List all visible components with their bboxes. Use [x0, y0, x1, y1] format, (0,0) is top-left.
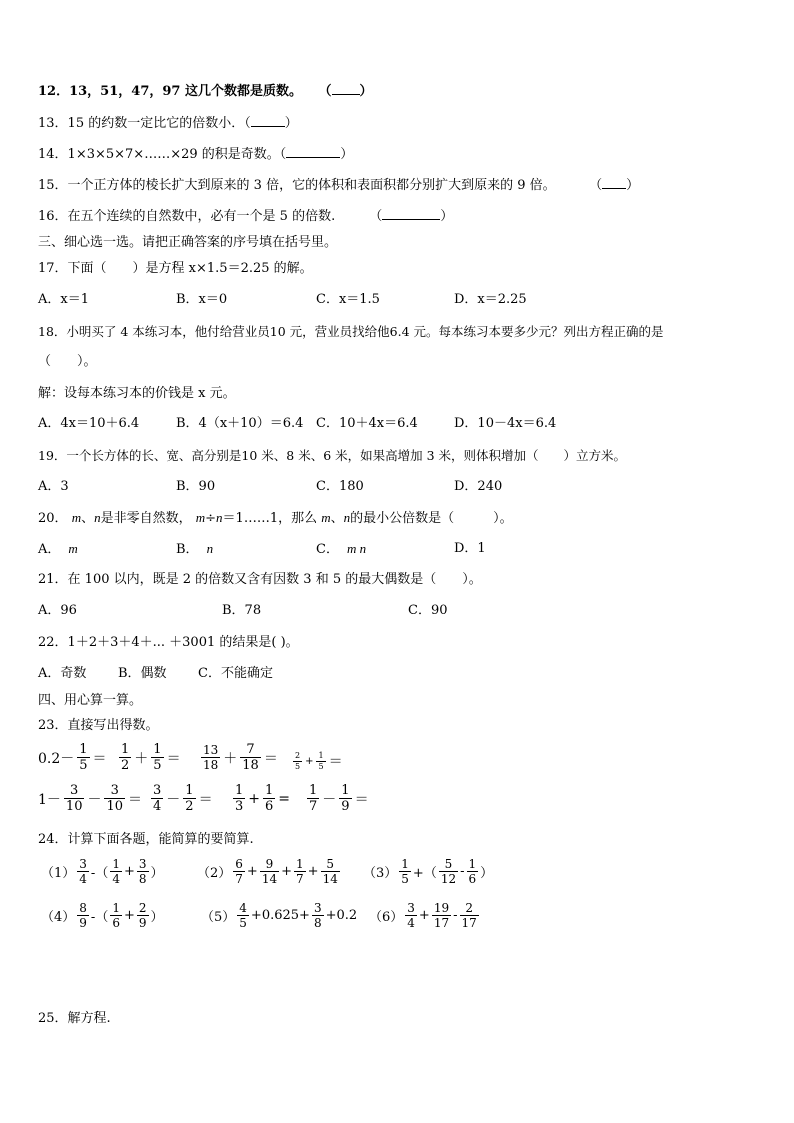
answer-blank-12[interactable] — [332, 82, 360, 95]
fraction: $\frac{1}{5}$ — [318, 750, 324, 771]
q17-option-b[interactable]: B．x＝0 — [176, 292, 228, 307]
q24-problem-2: （2） $\frac{6}{7}$ + $\frac{9}{14}$ + $\frac{1}{7}$ + $\frac{5}{14}$ — [197, 857, 338, 886]
answer-blank-15[interactable] — [602, 176, 626, 189]
fraction: $\frac{1}{5}$ — [401, 857, 409, 886]
fraction: $\frac{5}{14}$ — [322, 857, 338, 886]
section-4-heading: 四、用心算一算。 — [38, 693, 143, 708]
q24-problem-5: （5） $\frac{4}{5}$ +0.625+ $\frac{3}{8}$ +0.2 — [201, 901, 358, 930]
question-23: 23．直接写出得数。 — [38, 718, 159, 733]
question-18: 18．小明买了 4 本练习本，他付给营业员10 元，营业员找给他6.4 元。每本练习本要多少元？列出方程正确的是 — [38, 324, 664, 339]
fraction: $\frac{13}{18}$ — [203, 743, 219, 772]
q19-option-c[interactable]: C．180 — [316, 479, 364, 494]
fraction: $\frac{1}{6}$ — [468, 857, 477, 886]
fraction: $\frac{3}{8}$ — [313, 901, 322, 930]
q18-option-d[interactable]: D．10－4x＝6.4 — [454, 416, 557, 431]
question-22: 22．1＋2＋3＋4＋... ＋3001 的结果是( )。 — [38, 635, 299, 650]
q19-option-d[interactable]: D．240 — [454, 479, 503, 494]
fraction: $\frac{1}{6}$ — [265, 783, 274, 814]
question-14: 14．1×3×5×7×……×29 的积是奇数。（ ） — [38, 147, 354, 162]
fraction: $\frac{1}{5}$ — [153, 742, 162, 773]
fraction: $\frac{2}{17}$ — [461, 901, 477, 930]
fraction: $\frac{3}{10}$ — [65, 783, 83, 814]
q21-option-c[interactable]: C．90 — [408, 603, 448, 618]
q20-option-d[interactable]: D．1 — [454, 541, 486, 556]
fraction: $\frac{7}{18}$ — [242, 742, 259, 773]
q22-option-c[interactable]: C．不能确定 — [198, 666, 273, 681]
fraction: $\frac{3}{4}$ — [153, 783, 162, 814]
question-16: 16．在五个连续的自然数中，必有一个是 5 的倍数. （ ） — [38, 209, 454, 224]
question-18-hint: 解：设每本练习本的价钱是 x 元。 — [38, 386, 236, 401]
q18-option-c[interactable]: C．10＋4x＝6.4 — [316, 416, 418, 431]
q17-option-d[interactable]: D．x＝2.25 — [454, 292, 527, 307]
q23-expr-2: $\frac{1}{2}$ ＋ $\frac{1}{5}$ ＝ — [121, 742, 181, 773]
q23-expr-7: $\frac{1}{3}$ + $\frac{1}{6}$ = — [235, 783, 291, 814]
question-24: 24．计算下面各题，能简算的要简算. — [38, 832, 254, 847]
fraction: $\frac{3}{8}$ — [138, 857, 147, 886]
fraction: $\frac{6}{7}$ — [235, 857, 243, 886]
q21-option-a[interactable]: A．96 — [38, 603, 77, 618]
fraction: $\frac{1}{4}$ — [112, 857, 120, 886]
q24-problem-3: （3） $\frac{1}{5}$ +（ $\frac{5}{12}$ - $\frac{1}{6}$ ） — [363, 857, 494, 886]
question-21: 21．在 100 以内，既是 2 的倍数又含有因数 3 和 5 的最大偶数是（ ）。 — [38, 572, 482, 587]
q20-option-b[interactable]: B． n — [176, 541, 214, 557]
fraction: $\frac{1}{3}$ — [235, 783, 244, 814]
question-19: 19．一个长方体的长、宽、高分别是10 米、8 米、6 米，如果高增加 3 米，则体积增加（ ）立方米。 — [38, 448, 627, 463]
q23-expr-6: $\frac{3}{4}$ － $\frac{1}{2}$ ＝ — [153, 783, 213, 814]
q20-option-a[interactable]: A． m — [38, 541, 78, 557]
q20-option-c[interactable]: C． m n — [316, 541, 367, 557]
q23-expr-4: $\frac{2}{5}$ + $\frac{1}{5}$ ＝ — [295, 750, 343, 771]
section-3-heading: 三、细心选一选。请把正确答案的序号填在括号里。 — [38, 235, 338, 250]
q17-option-a[interactable]: A．x＝1 — [38, 292, 89, 307]
fraction: $\frac{5}{12}$ — [440, 857, 457, 886]
fraction: $\frac{1}{7}$ — [309, 783, 318, 814]
fraction: $\frac{1}{9}$ — [341, 783, 350, 814]
q22-option-a[interactable]: A．奇数 — [38, 666, 87, 681]
fraction: $\frac{3}{4}$ — [79, 857, 87, 886]
fraction: $\frac{9}{14}$ — [261, 857, 278, 886]
question-20: 20． m、n是非零自然数， m÷n＝1……1，那么 m、n的最小公倍数是（ ）。 — [38, 510, 513, 526]
fraction: $\frac{3}{10}$ — [106, 783, 124, 814]
fraction: $\frac{1}{2}$ — [121, 742, 130, 773]
fraction: $\frac{19}{17}$ — [433, 901, 450, 930]
fraction: $\frac{1}{5}$ — [79, 742, 88, 773]
question-12: 12．13，51，47，97 这几个数都是质数。 （ ） — [38, 84, 373, 99]
q23-expr-5: 1－ $\frac{3}{10}$ － $\frac{3}{10}$ ＝ — [38, 783, 143, 814]
question-17: 17．下面（ ）是方程 x×1.5＝2.25 的解。 — [38, 261, 313, 276]
fraction: $\frac{2}{5}$ — [295, 750, 301, 771]
q23-expr-1: 0.2－ $\frac{1}{5}$ ＝ — [38, 742, 107, 773]
q18-option-b[interactable]: B．4（x＋10）＝6.4 — [176, 416, 304, 431]
q22-option-b[interactable]: B．偶数 — [118, 666, 167, 681]
q23-expr-8: $\frac{1}{7}$ － $\frac{1}{9}$ ＝ — [309, 783, 369, 814]
q23-expr-3: $\frac{13}{18}$ ＋ $\frac{7}{18}$ ＝ — [203, 742, 278, 773]
fraction: $\frac{1}{2}$ — [185, 783, 194, 814]
fraction: $\frac{1}{6}$ — [112, 901, 120, 930]
fraction: $\frac{1}{7}$ — [296, 857, 304, 886]
q19-option-a[interactable]: A．3 — [38, 479, 69, 494]
q24-problem-6: （6） $\frac{3}{4}$ + $\frac{19}{17}$ - $\frac{2}{17}$ — [369, 901, 477, 930]
question-15: 15．一个正方体的棱长扩大到原来的 3 倍，它的体积和表面积都分别扩大到原来的 9 倍。 （ ） — [38, 178, 640, 193]
q18-option-a[interactable]: A．4x＝10＋6.4 — [38, 416, 140, 431]
question-18-blank: （ ）。 — [38, 354, 97, 369]
fraction: $\frac{2}{9}$ — [138, 901, 147, 930]
q17-option-c[interactable]: C．x＝1.5 — [316, 292, 380, 307]
answer-blank-13[interactable] — [251, 114, 285, 127]
q19-option-b[interactable]: B．90 — [176, 479, 216, 494]
q21-option-b[interactable]: B．78 — [222, 603, 262, 618]
q24-problem-1: （1） $\frac{3}{4}$ -（ $\frac{1}{4}$ + $\frac{3}{8}$ ） — [41, 857, 164, 886]
answer-blank-16[interactable] — [382, 207, 440, 220]
question-13: 13．15 的约数一定比它的倍数小．（ ） — [38, 116, 298, 131]
fraction: $\frac{8}{9}$ — [79, 901, 87, 930]
question-25: 25．解方程. — [38, 1011, 111, 1026]
q24-problem-4: （4） $\frac{8}{9}$ -（ $\frac{1}{6}$ + $\frac{2}{9}$ ） — [41, 901, 164, 930]
answer-blank-14[interactable] — [286, 145, 340, 158]
fraction: $\frac{4}{5}$ — [239, 901, 247, 930]
fraction: $\frac{3}{4}$ — [407, 901, 415, 930]
